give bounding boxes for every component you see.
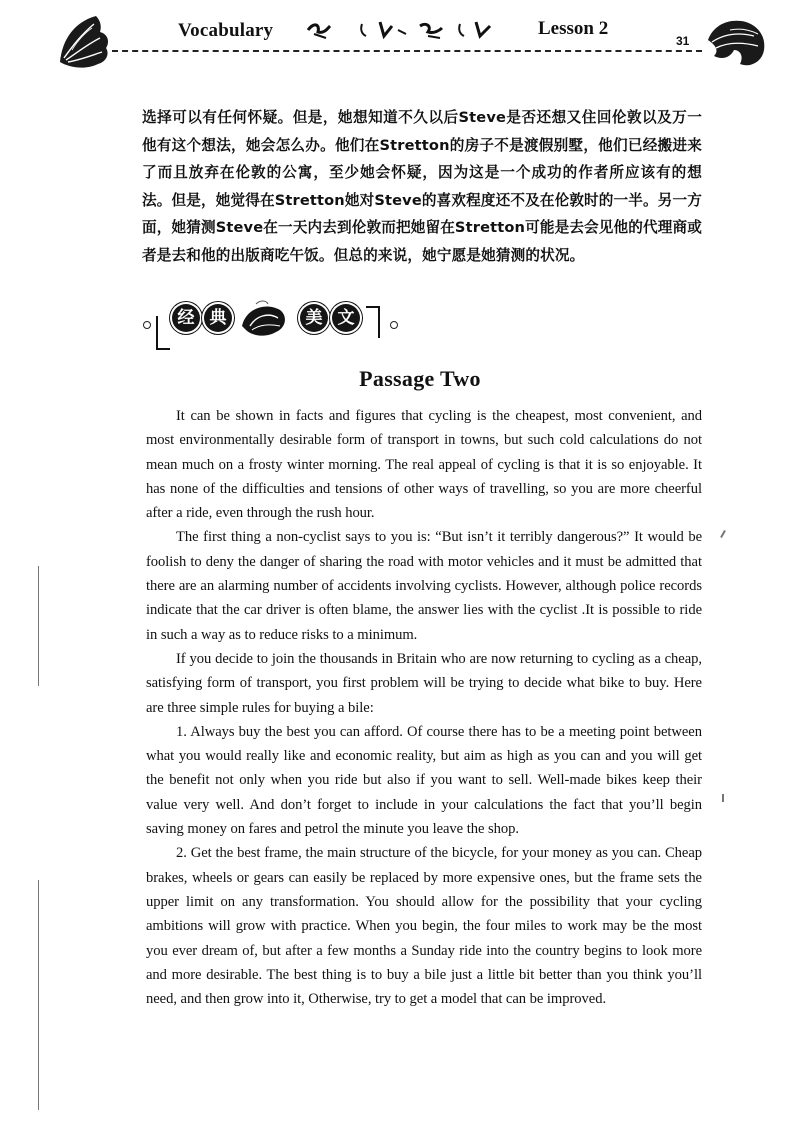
scan-margin-line-1 bbox=[38, 566, 39, 686]
scan-margin-line-2 bbox=[38, 880, 39, 1110]
header-vocabulary-title: Vocabulary bbox=[178, 20, 274, 41]
scribble-ornament-icon bbox=[300, 16, 500, 42]
banner-circle-right bbox=[390, 321, 398, 329]
passage-paragraph-2: The first thing a non-cyclist says to you is: “But isn’t it terribly dangerous?” It would be foolish to deny the danger of sharing the road with motor vehicles and it must be admitted that there are an alarming number of accidents involving cyclists. However, although police records indicate that the car driver is often blame, the answer lies with the cyclist .It is possible to ride in such a way as to reduce risks to a minimum. bbox=[146, 529, 702, 643]
passage-title: Passage Two bbox=[359, 366, 481, 391]
banner-bracket-right bbox=[366, 306, 380, 338]
scan-mark-right bbox=[720, 530, 726, 538]
passage-paragraph-3: If you decide to join the thousands in Britain who are now returning to cycling as a cheap, satisfying form of transport, you first problem will be trying to decide what bike to buy. Here are three simple rules for buying a bile: bbox=[146, 650, 702, 716]
banner-char-1: 经 bbox=[172, 304, 200, 332]
fan-ornament-right-icon bbox=[700, 10, 770, 74]
header-lesson-title: Lesson 2 bbox=[538, 18, 609, 39]
banner-char-3: 美 bbox=[300, 304, 328, 332]
passage-paragraph-5: 2. Get the best frame, the main structure of the bicycle, for your money as you can. Cheap brakes, wheels or gears can easily be replaced by more expensive ones, but the frame sets the upper limit on any transformation. You should allow for the possibility that your cycling ambitions will grow with practice. When you begin, the four miles to work may be the most you ever dream of, but after a few months a Sunday ride into the country begins to look more and more desirable. The best thing is to buy a bile just a little bit better than you think you’ll need, and then grow into it, Otherwise, try to get a model that can be improved. bbox=[146, 845, 702, 1008]
chinese-translation-paragraph: 选择可以有任何怀疑。但是，她想知道不久以后Steve是否还想又住回伦敦以及万一他有这个想法，她会怎么办。他们在Stretton的房子不是渡假别墅，他们已经搬进来了而且放弃在伦敦的公寓，至少她会怀疑，因为这是一个成功的作者所应该有的想法。但是，她觉得在Stretton她对Steve的喜欢程度还不及在伦敦时的一半。另一方面，她猜测Steve在一天内去到伦敦而把她留在Stretton可能是去会见他的代理商或者是去和他的出版商吃午饭。但总的来说，她宁愿是她猜测的状况。 bbox=[142, 109, 703, 264]
banner-circle-left bbox=[143, 321, 151, 329]
page-number: 31 bbox=[676, 34, 690, 48]
section-banner bbox=[140, 300, 400, 350]
passage-body bbox=[146, 404, 702, 1011]
swirl-ornament-icon bbox=[236, 298, 292, 342]
passage-paragraph-4: 1. Always buy the best you can afford. Of course there has to be a meeting point between what you would really like and economic reality, but aim as high as you can and you will get the benefit not only when you ride but also if you want to sell. Well-made bikes keep their value very well. And don’t forget to include in your calculations the fact that you’ll begin saving money on fares and petrol the minute you leave the shop. bbox=[146, 723, 702, 838]
page-header bbox=[0, 0, 800, 90]
scan-mark-right-2 bbox=[722, 794, 724, 802]
passage-paragraph-1: It can be shown in facts and figures that cycling is the cheapest, most convenient, and most environmentally desirable form of transport in towns, but such cold calculations do not mean much on a frosty winter morning. The real appeal of cycling is that it is so enjoyable. It has none of the difficulties and tensions of other ways of travelling, so you are more cheerful after a ride, even through the rush hour. bbox=[146, 408, 702, 522]
header-dashed-rule bbox=[112, 50, 702, 52]
banner-char-2: 典 bbox=[204, 304, 232, 332]
banner-char-4: 文 bbox=[332, 304, 360, 332]
fan-ornament-left-icon bbox=[52, 10, 114, 72]
banner-bracket-left bbox=[156, 316, 170, 350]
